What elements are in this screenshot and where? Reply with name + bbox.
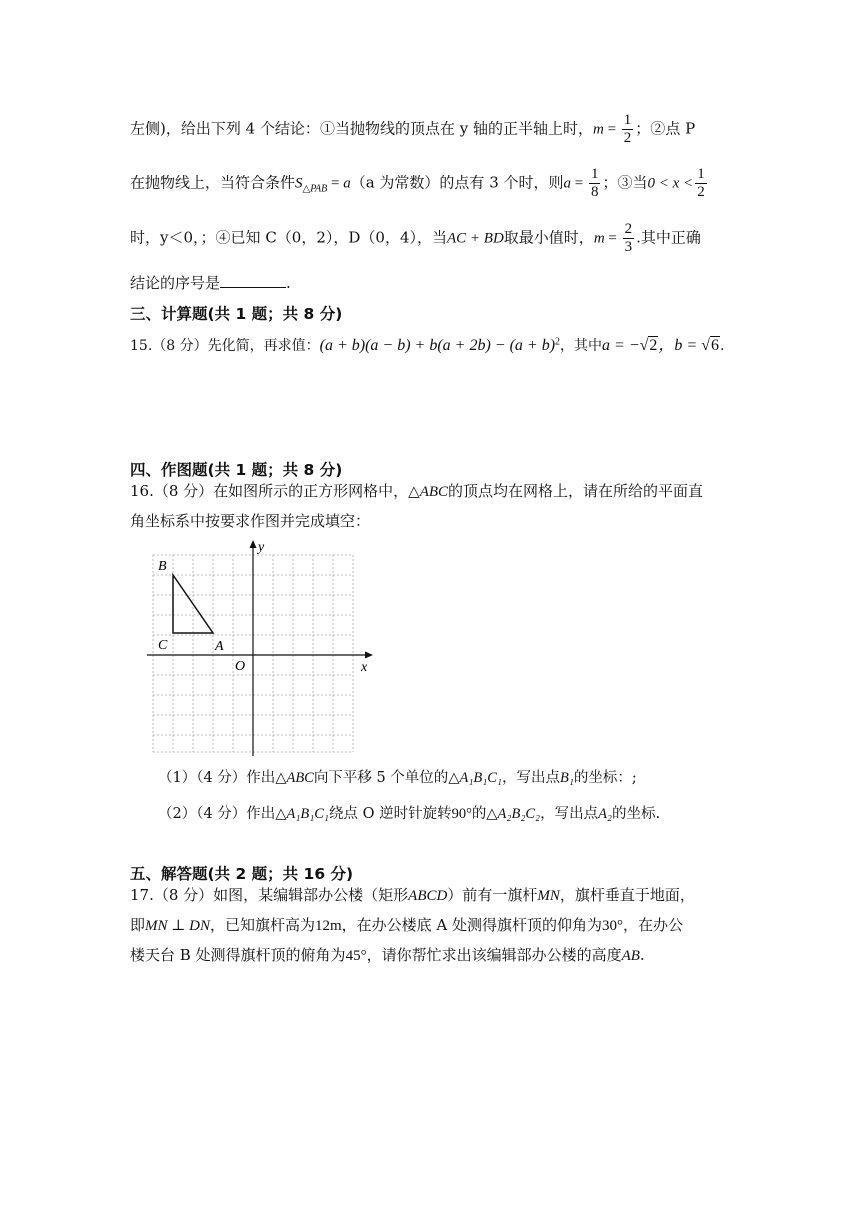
- sqrt-symbol: √: [701, 337, 710, 354]
- math-expr: △A₂B₂C₂: [486, 806, 541, 822]
- math-expr: MN ⊥ DN: [145, 918, 210, 934]
- text: 当抛物线的顶点在 y 轴的正半轴上时，: [334, 119, 593, 138]
- text: .: [286, 274, 291, 292]
- q14-line-4: [130, 272, 291, 293]
- text: （1）（4 分）作出: [158, 770, 276, 786]
- circled-one: ①: [319, 119, 335, 138]
- text: ，其中: [560, 338, 603, 354]
- y-axis-arrow: [250, 540, 257, 548]
- math-expr: △A₁B₁C₁: [275, 806, 329, 822]
- math-expr: 45°: [345, 948, 367, 964]
- math-expr: ABCD: [408, 888, 448, 904]
- math-expr: △ABC: [408, 484, 449, 500]
- text: 即: [130, 916, 146, 934]
- q17-line-3: [130, 944, 645, 965]
- math-var: S: [295, 175, 303, 192]
- q14-line-2: [130, 166, 709, 201]
- math-expr: a = −: [602, 337, 640, 354]
- text: 绕点 O 逆时针旋转: [328, 806, 452, 822]
- circled-four: ④: [215, 228, 231, 247]
- sqrt-symbol: √: [639, 337, 649, 354]
- math-expr: B₁: [559, 770, 574, 786]
- text: 左侧)，给出下列 4 个结论：: [130, 119, 320, 138]
- equals: =: [571, 175, 587, 192]
- q16-part-1: [158, 766, 637, 787]
- label-c: C: [158, 638, 168, 653]
- subscript: △PAB: [302, 183, 328, 195]
- text: 时，y＜0，；: [130, 228, 216, 247]
- text: 当: [632, 173, 648, 192]
- q17-line-2: [130, 914, 683, 935]
- text: .: [639, 946, 645, 964]
- coordinate-grid-figure: [145, 538, 385, 758]
- text: ）前有一旗杆: [447, 886, 538, 904]
- label-a: A: [215, 639, 224, 654]
- section-3-heading: 三、计算题(共 1 题；共 8 分): [130, 305, 343, 323]
- text: ，请你帮忙求出该编辑部办公楼的高度: [366, 946, 622, 964]
- text: 的坐标.: [611, 806, 661, 822]
- sep: ；: [602, 173, 618, 192]
- numerator: 1: [697, 166, 705, 182]
- text: 点 P: [665, 119, 696, 138]
- equals: =: [327, 175, 344, 192]
- q16-part-2: [158, 802, 660, 823]
- text: 15.（8 分）先化简，再求值：: [130, 338, 320, 354]
- math-expr: 12m: [314, 918, 342, 934]
- math-expr: △ABC: [275, 770, 314, 786]
- label-y: y: [258, 540, 265, 555]
- text: ，写出点: [501, 770, 560, 786]
- text: ，在办公楼底 A 处测得旗杆顶的仰角为: [341, 916, 603, 934]
- text: （a 为常数）的点有 3 个时，则: [350, 173, 564, 192]
- text: 16.（8 分）在如图所示的正方形网格中，: [130, 482, 409, 500]
- section-4-heading: 四、作图题(共 1 题；共 8 分): [130, 461, 343, 479]
- math-expr: (a + b)(a − b) + b(a + 2b) − (a + b): [319, 337, 556, 354]
- text: 的: [471, 806, 487, 822]
- sep: ；: [635, 119, 651, 138]
- math-var: a: [563, 175, 572, 192]
- math-expr: △A₁B₁C₁: [448, 770, 502, 786]
- q14-line-1: [130, 112, 695, 147]
- denominator: 2: [623, 130, 632, 146]
- text: 楼天台 B 处测得旗杆顶的俯角为: [130, 946, 346, 964]
- fraction-half: [622, 112, 634, 147]
- label-o: O: [235, 659, 246, 674]
- numerator: 2: [624, 221, 633, 237]
- fraction-half: [695, 166, 707, 201]
- sqrt-radicand: 6: [711, 337, 719, 354]
- math-expr: 30°: [602, 918, 624, 934]
- text: 取最小值时，: [503, 228, 594, 247]
- math-var: m: [592, 121, 604, 138]
- equals: =: [603, 121, 620, 138]
- text: （2）（4 分）作出: [158, 806, 276, 822]
- text: 角坐标系中按要求作图并完成填空：: [130, 512, 371, 530]
- superscript: 2: [555, 336, 561, 348]
- sqrt-radicand: 2: [649, 337, 658, 354]
- text: 结论的序号是: [130, 274, 221, 292]
- text: .: [720, 338, 725, 354]
- math-expr: AB: [621, 948, 640, 964]
- circled-three: ③: [617, 173, 633, 192]
- numerator: 1: [623, 112, 632, 128]
- denominator: 8: [590, 184, 599, 200]
- text: 17.（8 分）如图，某编辑部办公楼（矩形: [130, 886, 409, 904]
- inequality: 0 < x <: [647, 175, 694, 192]
- text: 在抛物线上，当符合条件: [130, 173, 296, 192]
- math-expr: AC + BD: [447, 230, 504, 247]
- q16-line-1: [130, 480, 703, 501]
- math-expr: ，b =: [658, 337, 702, 354]
- text: 的顶点均在网格上，请在所给的平面直: [448, 482, 704, 500]
- x-axis-arrow: [365, 652, 373, 659]
- text: ，写出点: [540, 806, 599, 822]
- q17-line-1: [130, 884, 695, 905]
- fraction-eighth: [589, 166, 601, 201]
- text: 向下平移 5 个单位的: [313, 770, 449, 786]
- text: .其中正确: [636, 228, 701, 247]
- q16-line-2: [130, 510, 370, 531]
- text: ，已知旗杆高为: [209, 916, 315, 934]
- math-expr: 90°: [451, 806, 472, 822]
- circled-two: ②: [650, 119, 666, 138]
- math-expr: MN: [537, 888, 560, 904]
- text: ，在办公: [623, 916, 684, 934]
- section-5-heading: 五、解答题(共 2 题；共 16 分): [130, 865, 354, 883]
- text: 已知 C（0，2），D（0，4），当: [230, 228, 447, 247]
- math-var: m: [593, 230, 605, 247]
- q14-line-3: [130, 221, 701, 256]
- label-b: B: [158, 559, 167, 574]
- equals: =: [604, 230, 621, 247]
- denominator: 2: [697, 184, 705, 200]
- math-var: a: [343, 175, 351, 192]
- q15-line: [130, 332, 724, 355]
- text: ，旗杆垂直于地面，: [559, 886, 695, 904]
- label-x: x: [361, 660, 368, 675]
- fraction-two-thirds: [623, 221, 635, 256]
- answer-blank[interactable]: [220, 273, 286, 288]
- text: 的坐标：;: [573, 770, 637, 786]
- numerator: 1: [590, 166, 599, 182]
- math-expr: A₂: [598, 806, 612, 822]
- denominator: 3: [624, 239, 633, 255]
